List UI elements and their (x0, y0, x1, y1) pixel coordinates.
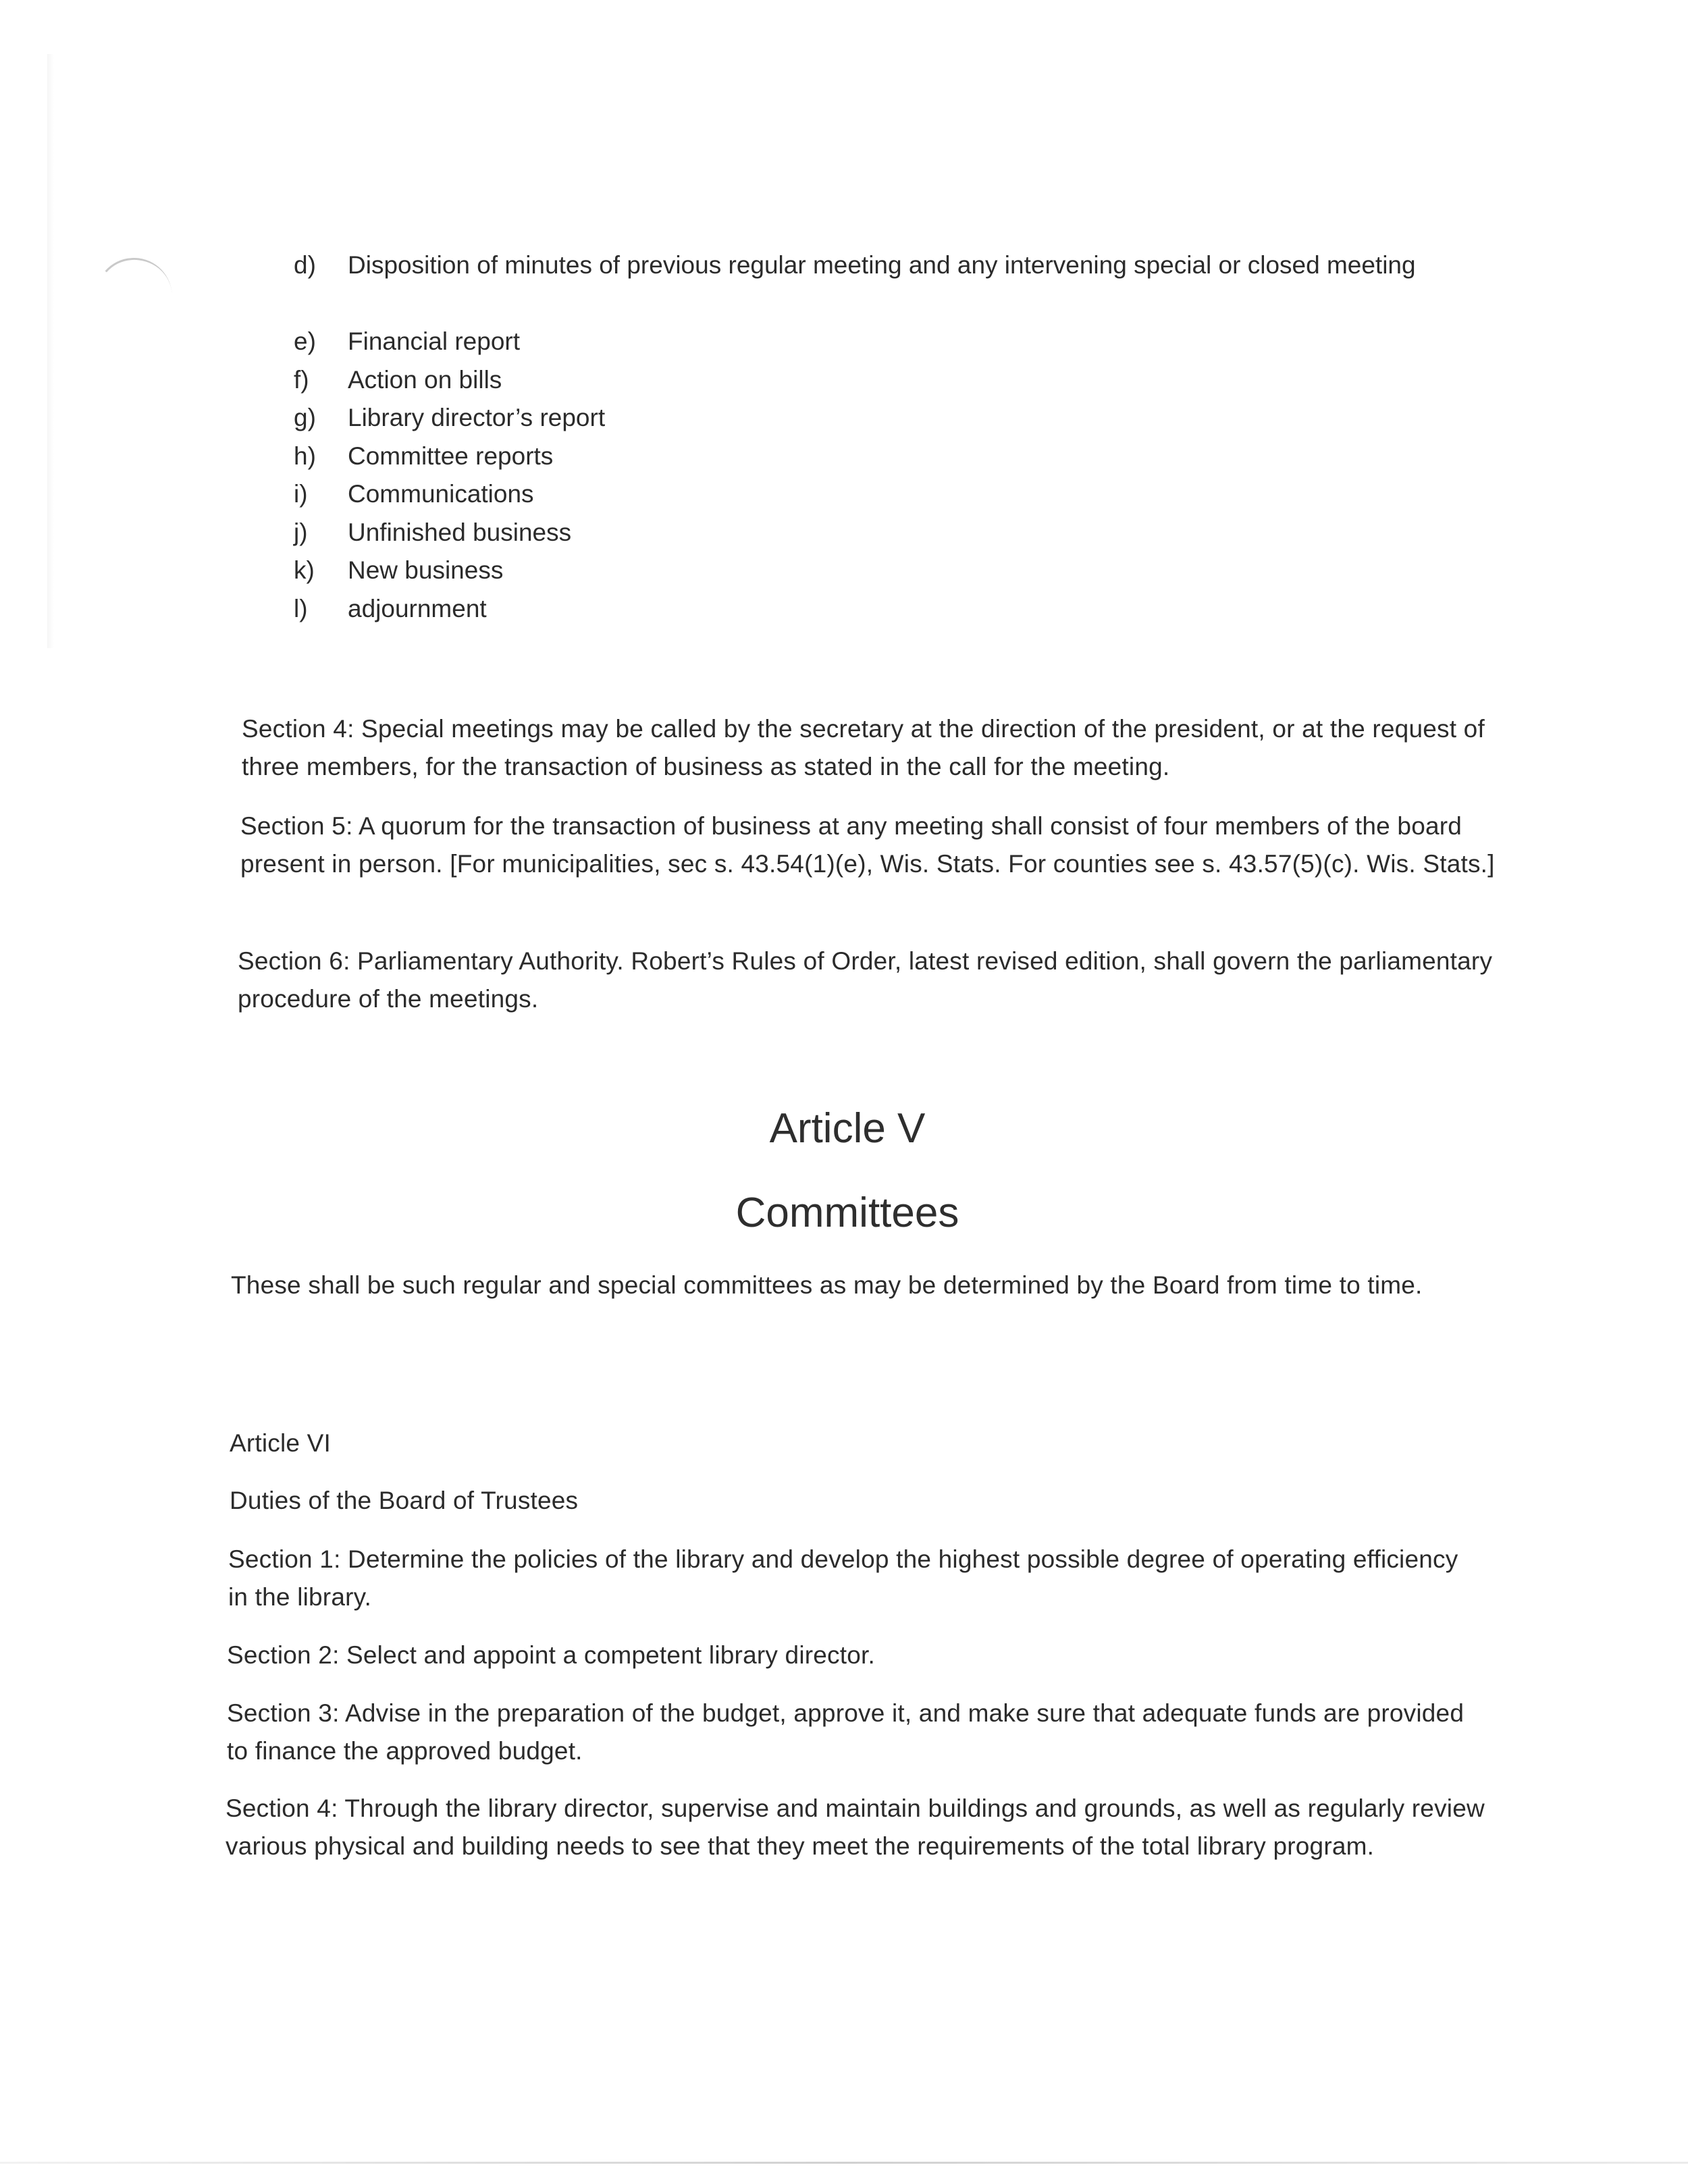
duties-section-2: Section 2: Select and appoint a competent library director. (227, 1641, 875, 1669)
list-item (294, 323, 1509, 361)
list-marker: d) (294, 251, 316, 279)
section-4-special-meetings: Section 4: Special meetings may be called by the secretary at the direction of the president, or at the request of three members, for the transaction of business as stated in the call for the meeting. (242, 715, 1485, 780)
duties-section-3: Section 3: Advise in the preparation of the budget, approve it, and make sure that adequate funds are provided to finance the approved budget. (227, 1699, 1465, 1765)
list-item-text: Committee reports (348, 442, 554, 470)
list-marker: e) (294, 327, 316, 355)
list-item (294, 590, 1509, 629)
list-item (294, 246, 1509, 323)
list-item (294, 475, 1509, 514)
list-item (294, 437, 1509, 476)
list-marker: j) (294, 518, 308, 546)
meeting-agenda-list (294, 246, 1509, 628)
list-marker: i) (294, 480, 308, 508)
list-item-text: adjournment (348, 594, 487, 622)
list-item-text: Disposition of minutes of previous regular meeting and any intervening special or closed meeting (348, 251, 1416, 279)
list-item-text: Communications (348, 480, 534, 508)
list-marker: f) (294, 365, 309, 394)
list-item-text: Library director’s report (348, 404, 606, 431)
article-vi-heading: Article VI (230, 1429, 332, 1457)
list-marker: l) (294, 594, 308, 622)
list-item-text: Action on bills (348, 365, 502, 394)
list-marker: k) (294, 556, 315, 584)
article-v-subheading: Committees (735, 1190, 959, 1236)
duties-section-4: Section 4: Through the library director, supervise and maintain buildings and grounds, as well as regularly review various physical and building needs to see that they meet the requirements of the total library program. (226, 1794, 1485, 1860)
list-item (294, 361, 1509, 400)
scan-shadow (47, 54, 54, 648)
list-item-text: Unfinished business (348, 518, 572, 546)
list-item-text: New business (348, 556, 504, 584)
article-v-heading: Article V (769, 1105, 926, 1152)
list-item (294, 552, 1509, 590)
scan-mark (93, 255, 172, 303)
list-marker: g) (294, 404, 316, 431)
article-vi-subheading: Duties of the Board of Trustees (230, 1487, 579, 1514)
list-item (294, 514, 1509, 552)
list-item-text: Financial report (348, 327, 521, 355)
section-6-parliamentary-authority: Section 6: Parliamentary Authority. Robert’s Rules of Order, latest revised edition, shall govern the parliamentary procedure of the meetings. (238, 947, 1493, 1013)
committees-text: These shall be such regular and special committees as may be determined by the Board from time to time. (231, 1271, 1423, 1299)
scan-edge-line (0, 2162, 1688, 2164)
list-marker: h) (294, 442, 316, 470)
list-item (294, 399, 1509, 437)
duties-section-1: Section 1: Determine the policies of the library and develop the highest possible degree of operating efficiency in the library. (228, 1545, 1458, 1611)
section-5-quorum: Section 5: A quorum for the transaction of business at any meeting shall consist of four members of the board present in person. [For municipalities, sec s. 43.54(1)(e), Wis. Stats. For counties see s. 43.57(5)(c). Wis. Stats.] (240, 812, 1495, 878)
